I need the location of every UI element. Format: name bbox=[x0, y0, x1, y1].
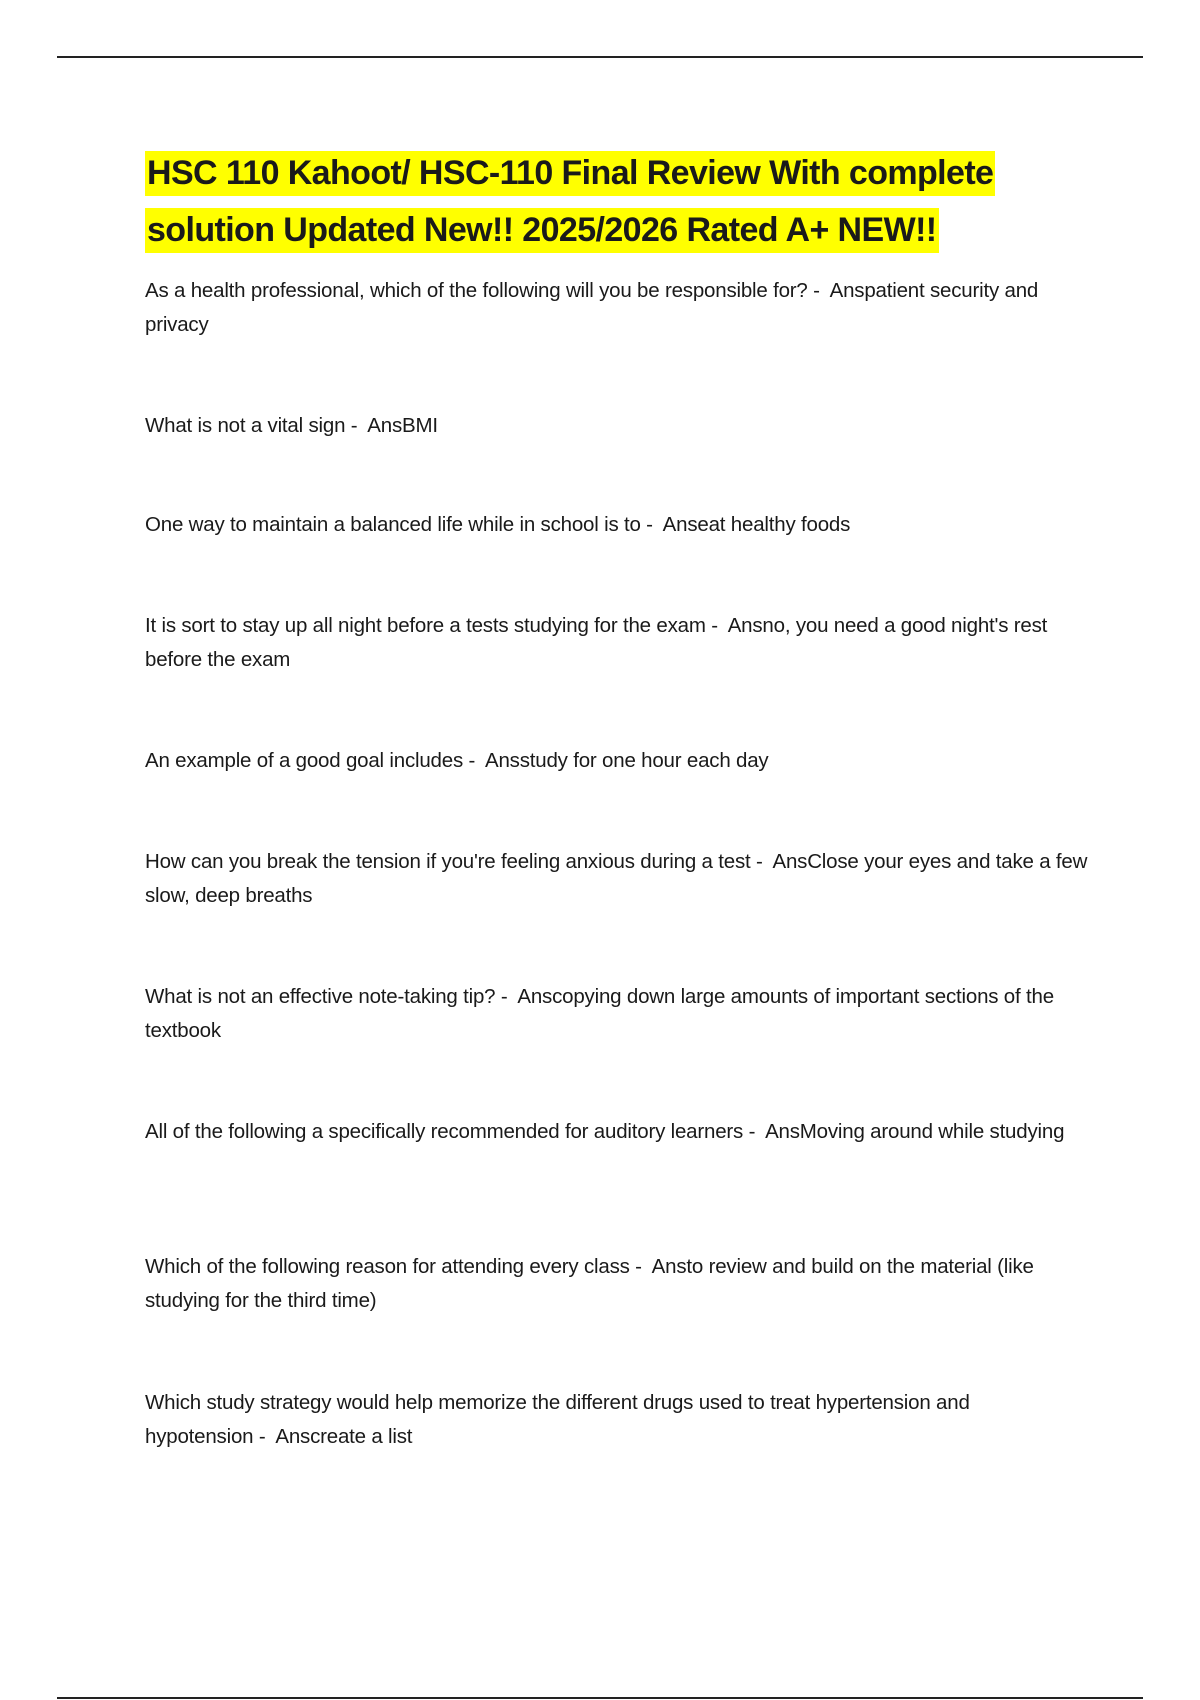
qa-item-7 bbox=[145, 980, 1095, 1048]
answer-text: Ans create a list bbox=[275, 1425, 412, 1448]
answer-text: Ans patient security and privacy bbox=[145, 279, 1038, 336]
question-text: As a health professional, which of the following will you be responsible for? - bbox=[145, 279, 830, 302]
top-rule bbox=[57, 56, 1143, 58]
page-title bbox=[145, 145, 1085, 259]
question-text: It is sort to stay up all night before a tests studying for the exam - bbox=[145, 614, 728, 637]
question-text: All of the following a specifically recommended for auditory learners - bbox=[145, 1120, 765, 1143]
answer-text: Ans eat healthy foods bbox=[663, 513, 850, 536]
qa-item-5 bbox=[145, 744, 1095, 778]
answer-text: Ans Moving around while studying bbox=[765, 1120, 1064, 1143]
title-highlight: HSC 110 Kahoot/ HSC-110 Final Review With complete solution Updated New!! 2025/2026 Rated A+ NEW!! bbox=[145, 151, 995, 253]
question-text: Which study strategy would help memorize the different drugs used to treat hypertension and hypotension - bbox=[145, 1391, 970, 1448]
question-text: An example of a good goal includes - bbox=[145, 749, 485, 772]
question-text: One way to maintain a balanced life while in school is to - bbox=[145, 513, 663, 536]
qa-item-9 bbox=[145, 1250, 1095, 1318]
question-text: How can you break the tension if you're feeling anxious during a test - bbox=[145, 850, 772, 873]
qa-item-8 bbox=[145, 1115, 1095, 1149]
qa-item-10 bbox=[145, 1386, 1095, 1454]
qa-item-3 bbox=[145, 508, 1095, 542]
question-text: Which of the following reason for attending every class - bbox=[145, 1255, 652, 1278]
qa-item-4 bbox=[145, 609, 1095, 677]
answer-text: Ans to review and build on the material (like studying for the third time) bbox=[145, 1255, 1034, 1312]
answer-text: Ans no, you need a good night's rest before the exam bbox=[145, 614, 1047, 671]
answer-text: Ans BMI bbox=[367, 414, 438, 437]
qa-item-1 bbox=[145, 274, 1095, 342]
answer-text: Ans study for one hour each day bbox=[485, 749, 768, 772]
bottom-rule bbox=[57, 1697, 1143, 1699]
answer-text: Ans copying down large amounts of important sections of the textbook bbox=[145, 985, 1054, 1042]
qa-item-6 bbox=[145, 845, 1095, 913]
qa-item-2 bbox=[145, 409, 1095, 443]
question-text: What is not a vital sign - bbox=[145, 414, 367, 437]
answer-text: Ans Close your eyes and take a few slow, deep breaths bbox=[145, 850, 1087, 907]
question-text: What is not an effective note-taking tip? - bbox=[145, 985, 517, 1008]
